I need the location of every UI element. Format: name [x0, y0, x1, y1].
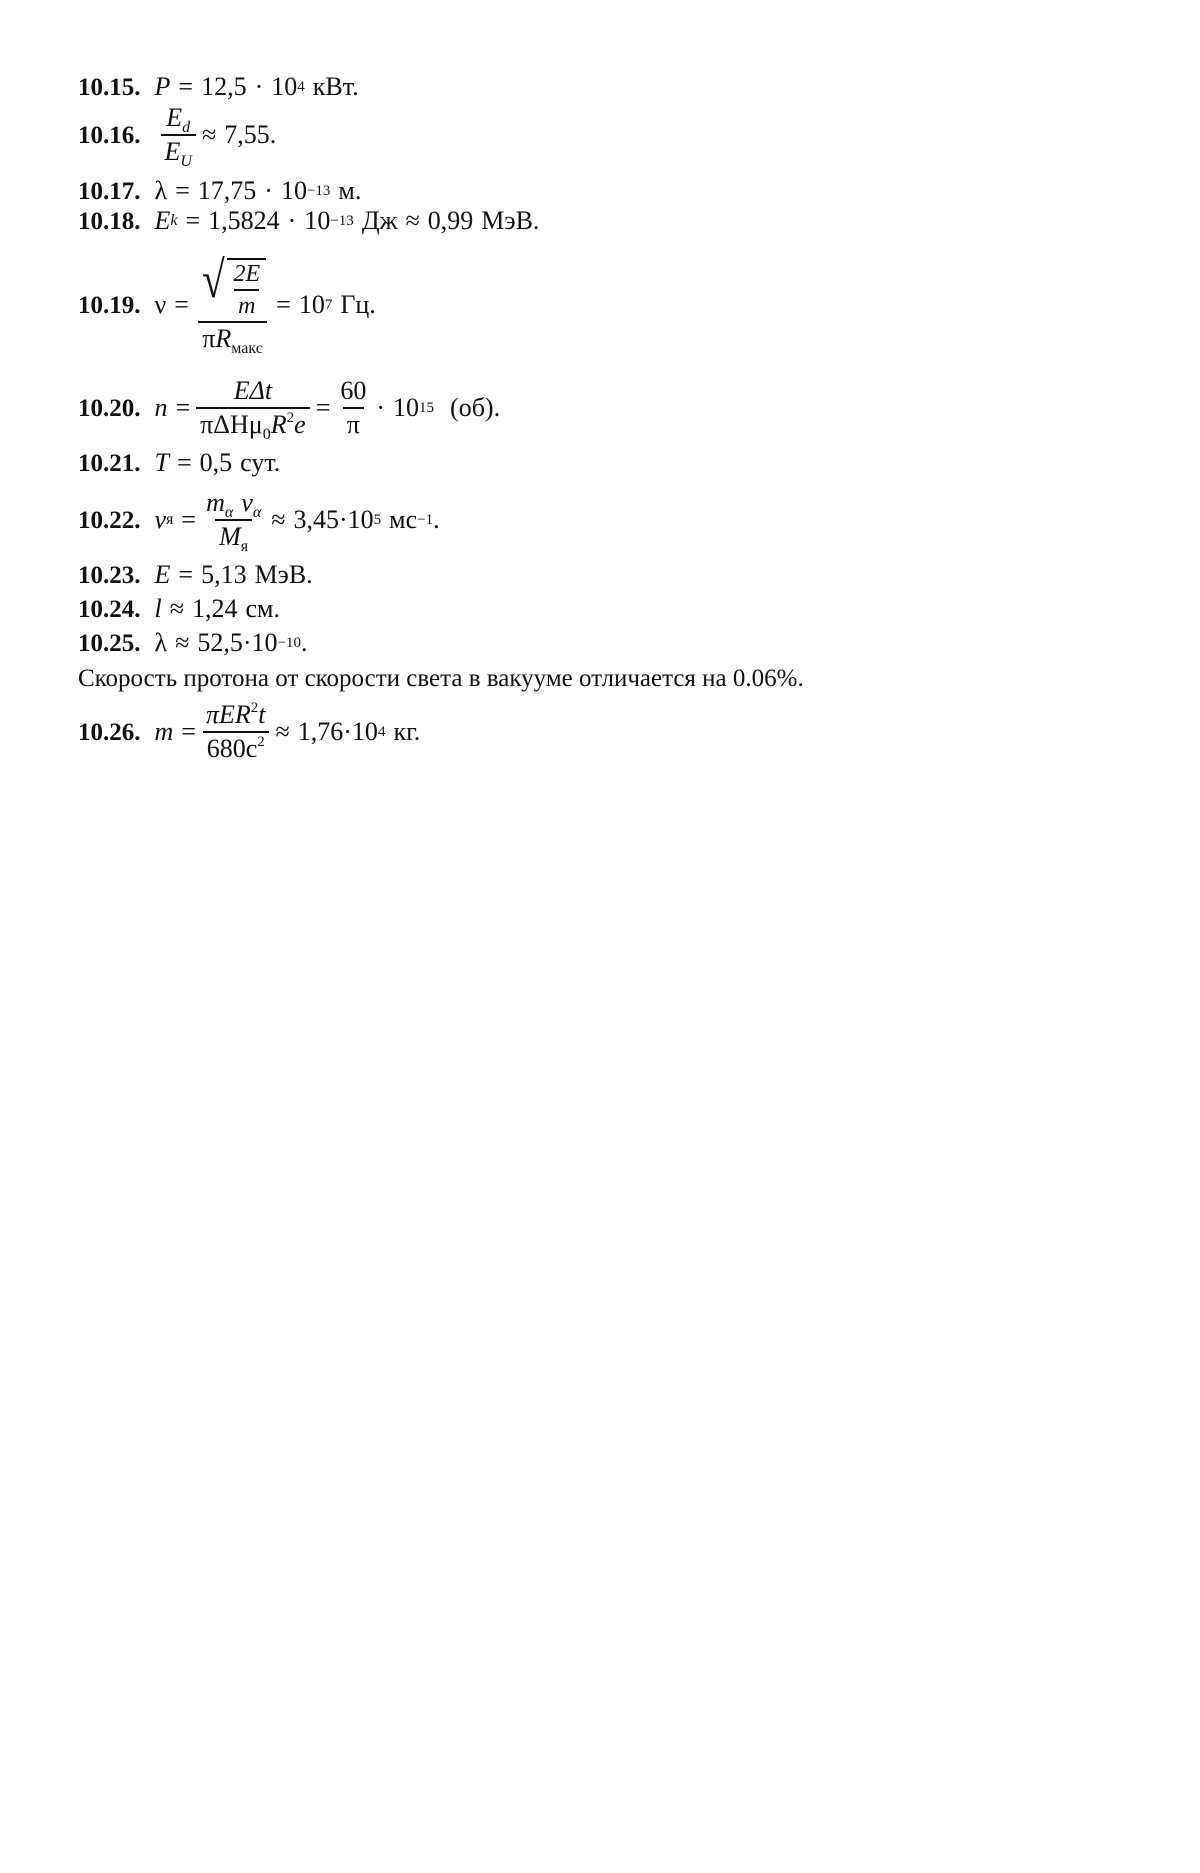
- answer-10-18: 10.18. E k = 1,5824 · 10 −13 Дж ≈ 0,99 МэВ.: [78, 206, 540, 235]
- fraction: $\frac{E_d}{E_U}$: [161, 105, 196, 165]
- answer-10-17: 10.17. λ = 17,75 · 10 −13 м.: [78, 176, 362, 205]
- fraction: $\frac{60}{\pi}$: [340, 376, 367, 439]
- answer-10-16: 10.16. $\frac{E_d}{E_U}$ ≈ 7,55.: [78, 103, 277, 170]
- answer-10-22: 10.22. v я = $\frac{m_\alpha v_\alpha}{M_я}$ ≈ 3,45·10 5 мс −1 .: [78, 488, 440, 555]
- answer-note: Скорость протона от скорости света в вакууме отличается на 0.06%.: [78, 665, 804, 692]
- problem-number: 10.18.: [78, 207, 141, 235]
- square-root: √ $\frac{2E}{m}$: [199, 258, 266, 318]
- problem-number: 10.26.: [78, 718, 141, 746]
- answer-10-15: 10.15. P = 12,5 · 10 4 кВт.: [78, 72, 359, 101]
- problem-number: 10.24.: [78, 595, 141, 623]
- answer-10-19: 10.19. ν = √ $\frac{2E}{m}$ $\pi R_{макс}$ = 10 7 Гц.: [78, 252, 376, 357]
- answer-10-23: 10.23. E = 5,13 МэВ.: [78, 560, 313, 589]
- problem-number: 10.22.: [78, 506, 141, 534]
- problem-number: 10.16.: [78, 121, 141, 149]
- answer-10-21: 10.21. T = 0,5 сут.: [78, 448, 281, 477]
- fraction: $\frac{m_\alpha v_\alpha}{M_я}$: [206, 488, 262, 555]
- problem-number: 10.20.: [78, 394, 141, 422]
- problem-number: 10.15.: [78, 73, 141, 101]
- problem-number: 10.19.: [78, 291, 141, 319]
- answer-10-24: 10.24. l ≈ 1,24 см.: [78, 594, 281, 623]
- answer-10-25: 10.25. λ ≈ 52,5·10 −10 .: [78, 628, 308, 657]
- answer-10-20: 10.20. n = $\frac{\text{EΔt}}{\pi\Delta H\mu_0R^2e}$ = $\frac{60}{\pi}$ · 10 15 (об).: [78, 376, 501, 443]
- fraction: √ $\frac{2E}{m}$ $\pi R_{макс}$: [195, 258, 270, 352]
- problem-number: 10.17.: [78, 177, 141, 205]
- problem-number: 10.25.: [78, 629, 141, 657]
- problem-number: 10.21.: [78, 449, 141, 477]
- fraction: $\frac{\pi ER^2t}{680c^2}$: [202, 702, 270, 762]
- answer-10-26: 10.26. m = $\frac{\pi ER^2t}{680c^2}$ ≈ 1,76·10 4 кг.: [78, 700, 421, 763]
- fraction: $\frac{\text{EΔt}}{\pi\Delta H\mu_0R^2e}$: [196, 378, 310, 438]
- problem-number: 10.23.: [78, 561, 141, 589]
